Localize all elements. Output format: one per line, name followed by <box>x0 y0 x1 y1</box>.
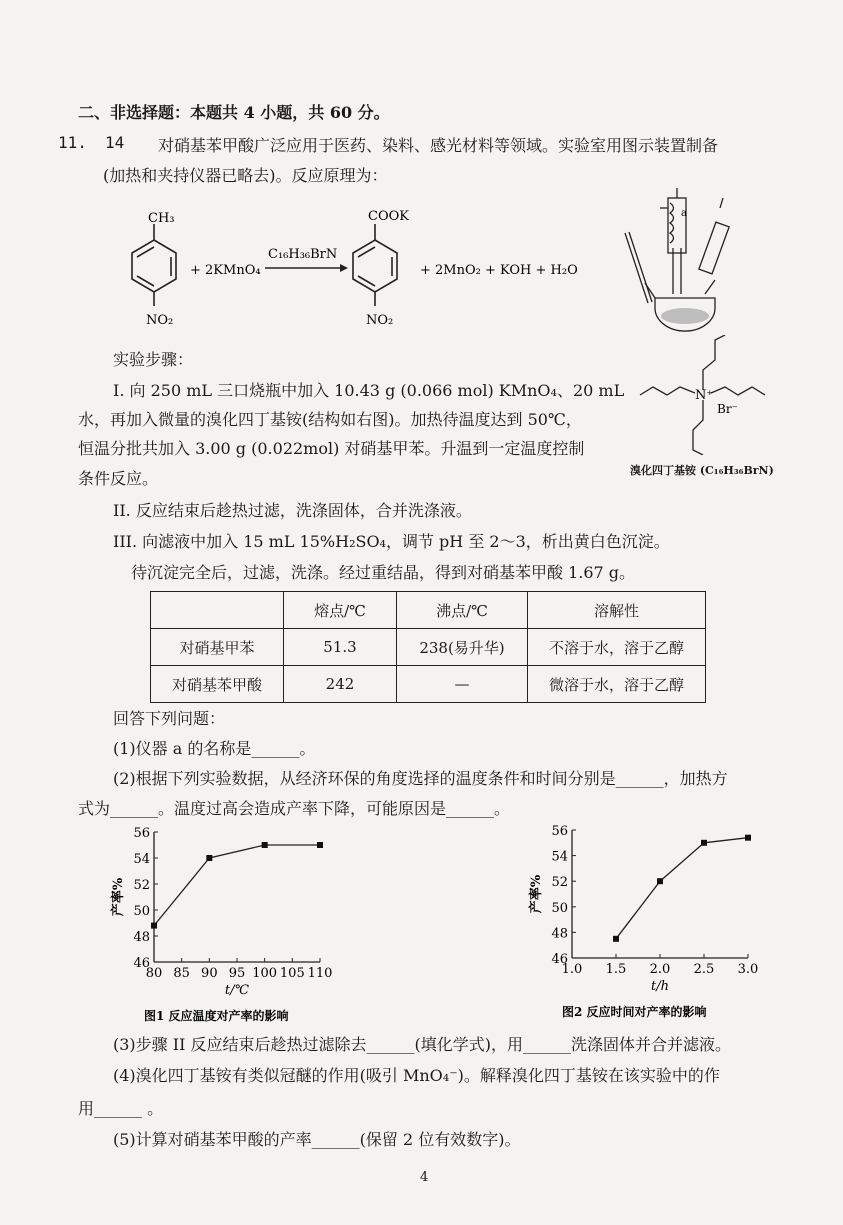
table-cell: 238(易升华) <box>397 629 528 666</box>
table-cell: — <box>397 666 528 703</box>
product-benzene-ring <box>353 224 397 306</box>
apparatus-drawing <box>615 188 745 338</box>
table-row <box>151 666 706 703</box>
page-number: 4 <box>420 1170 429 1185</box>
step3-line2: 待沉淀完全后，过滤，洗涤。经过重结晶，得到对硝基苯甲酸 1.67 g。 <box>131 563 636 582</box>
x-tick-label: 2.0 <box>649 962 671 977</box>
data-point <box>151 923 157 929</box>
table-header: 沸点/℃ <box>397 592 528 629</box>
step2: II. 反应结束后趁热过滤，洗涤固体，合并洗涤液。 <box>113 501 472 520</box>
q5: (5)计算对硝基苯甲酸的产率______(保留 2 位有效数字)。 <box>113 1130 521 1149</box>
data-point <box>701 840 707 846</box>
y-tick-label: 56 <box>133 826 150 841</box>
series-line <box>154 845 320 926</box>
x-tick-label: 2.5 <box>693 962 715 977</box>
y-tick-label: 54 <box>551 849 568 865</box>
step1-line2: 水，再加入微量的溴化四丁基铵(结构如右图)。加热待温度达到 50℃， <box>78 410 582 429</box>
table-cell: 不溶于水，溶于乙醇 <box>528 629 706 666</box>
data-point <box>262 842 268 848</box>
x-axis-label: t/℃ <box>224 983 250 998</box>
product-top-label: COOK <box>368 209 409 224</box>
y-tick-label: 52 <box>551 875 568 891</box>
q3: (3)步骤 II 反应结束后趁热过滤除去______(填化学式)，用______洗涤固体并合并滤液。 <box>113 1035 731 1054</box>
data-point <box>206 855 212 861</box>
reactant-top-label: CH₃ <box>148 211 175 226</box>
steps-title: 实验步骤： <box>113 350 194 369</box>
catalyst-label: C₁₆H₃₆BrN <box>268 247 338 262</box>
table-header <box>151 592 284 629</box>
step1-line3: 恒温分批共加入 3.00 g (0.022mol) 对硝基甲苯。升温到一定温度控制 <box>78 439 585 458</box>
q1: (1)仪器 a 的名称是______。 <box>113 739 316 758</box>
chart-caption: 图2 反应时间对产率的影响 <box>562 1005 707 1019</box>
y-tick-label: 46 <box>551 952 568 967</box>
table-cell: 对硝基苯甲酸 <box>151 666 284 703</box>
x-tick-label: 100 <box>252 966 278 981</box>
section-heading: 二、非选择题：本题共 4 小题，共 60 分。 <box>78 103 390 122</box>
table-cell: 242 <box>284 666 397 703</box>
y-axis-label: 产率% <box>529 874 544 914</box>
y-tick-label: 52 <box>133 878 150 893</box>
q4-line2: 用______ 。 <box>78 1099 164 1118</box>
x-axis-label: t/h <box>651 979 669 994</box>
y-axis-label: 产率% <box>111 877 126 917</box>
bromide-label: Br⁻ <box>717 402 738 416</box>
question-number: 11. <box>58 133 87 152</box>
intro-line-2: (加热和夹持仪器已略去)。反应原理为： <box>103 166 388 185</box>
byproducts-label: + 2MnO₂ + KOH + H₂O <box>420 263 578 278</box>
x-tick-label: 1.5 <box>605 962 627 977</box>
reactant-benzene-ring <box>132 224 176 306</box>
y-tick-label: 48 <box>133 930 150 945</box>
step1-line4: 条件反应。 <box>78 469 159 488</box>
step1-line1: I. 向 250 mL 三口烧瓶中加入 10.43 g (0.066 mol) KMnO₄、20 mL <box>113 381 625 400</box>
properties-table <box>150 591 706 703</box>
chart-temperature <box>92 820 362 1030</box>
q2-line1: (2)根据下列实验数据，从经济环保的角度选择的温度条件和时间分别是______，加热方 <box>113 769 728 788</box>
arrow-head <box>340 264 348 272</box>
data-point <box>745 835 751 841</box>
x-tick-label: 1.0 <box>561 962 583 977</box>
chart-time <box>510 818 780 1028</box>
table-row <box>151 629 706 666</box>
x-tick-label: 3.0 <box>737 962 759 977</box>
reagent-label: + 2KMnO₄ <box>190 263 261 278</box>
answer-prompt: 回答下列问题： <box>113 709 226 728</box>
nitrogen-label: N⁺ <box>695 388 714 403</box>
table-header: 熔点/℃ <box>284 592 397 629</box>
table-cell: 微溶于水，溶于乙醇 <box>528 666 706 703</box>
x-tick-label: 95 <box>228 966 246 981</box>
question-score: 14 <box>105 133 125 152</box>
catalyst-structure <box>625 335 790 455</box>
q2-line2: 式为______。温度过高会造成产率下降，可能原因是______。 <box>78 799 511 818</box>
series-line <box>616 838 748 939</box>
chart-caption: 图1 反应温度对产率的影响 <box>144 1009 289 1023</box>
x-tick-label: 105 <box>279 966 305 981</box>
table-header: 溶解性 <box>528 592 706 629</box>
intro-line-1: 对硝基苯甲酸广泛应用于医药、染料、感光材料等领域。实验室用图示装置制备 <box>158 136 719 155</box>
x-tick-label: 85 <box>173 966 190 981</box>
x-tick-label: 110 <box>307 966 333 981</box>
table-cell: 51.3 <box>284 629 397 666</box>
x-tick-label: 80 <box>145 966 163 981</box>
step3-line1: III. 向滤液中加入 15 mL 15%H₂SO₄，调节 pH 至 2～3，析出黄白色沉淀。 <box>113 532 670 551</box>
data-point <box>317 842 323 848</box>
apparatus-label-a: a <box>681 208 687 219</box>
y-tick-label: 54 <box>133 852 150 867</box>
table-header-row <box>151 592 706 629</box>
data-point <box>657 878 663 884</box>
data-point <box>613 936 619 942</box>
product-bottom-label: NO₂ <box>366 313 394 328</box>
y-tick-label: 50 <box>133 904 150 919</box>
y-tick-label: 56 <box>551 824 568 839</box>
y-tick-label: 48 <box>551 926 568 942</box>
table-cell: 对硝基甲苯 <box>151 629 284 666</box>
q4-line1: (4)溴化四丁基铵有类似冠醚的作用(吸引 MnO₄⁻)。解释溴化四丁基铵在该实验中的作 <box>113 1066 720 1085</box>
reaction-scheme <box>100 200 600 330</box>
catalyst-caption: 溴化四丁基铵 (C₁₆H₃₆BrN) <box>630 464 774 477</box>
reactant-bottom-label: NO₂ <box>146 313 174 328</box>
y-tick-label: 50 <box>551 900 568 916</box>
y-tick-label: 46 <box>133 956 150 971</box>
x-tick-label: 90 <box>201 966 218 981</box>
